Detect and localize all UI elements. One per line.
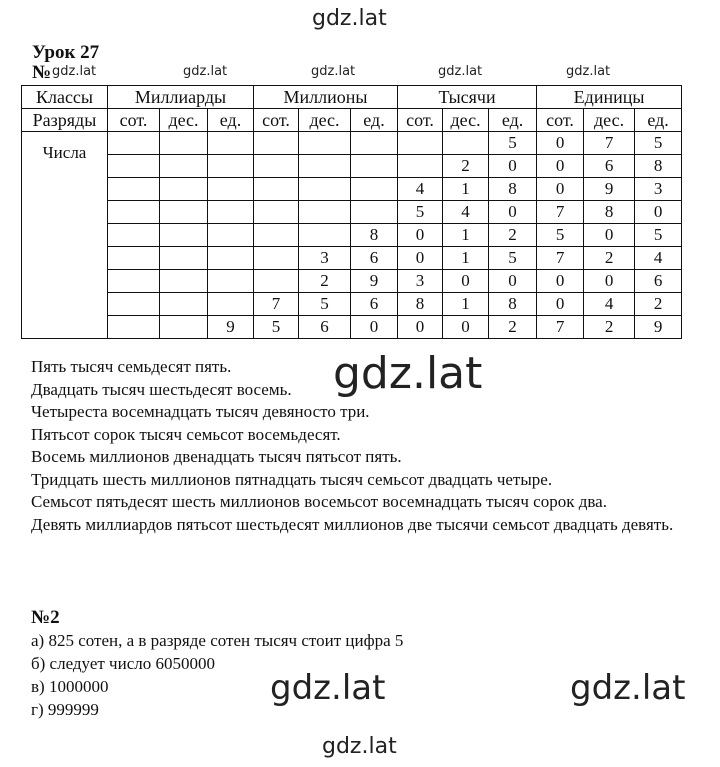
digit-cell: 8 (489, 178, 537, 201)
digit-cell: 5 (537, 224, 584, 247)
rank-cell: ед. (635, 109, 682, 132)
classes-row (22, 86, 682, 109)
task2-answer: а) 825 сотен, а в разряде сотен тысяч стоит цифра 5 (31, 631, 404, 650)
digit-cell: 4 (443, 201, 489, 224)
digit-cell (208, 293, 254, 316)
digit-cell: 6 (635, 270, 682, 293)
digit-cell: 8 (584, 201, 635, 224)
digit-cell: 4 (635, 247, 682, 270)
lesson-title: Урок 27 (32, 42, 100, 63)
class-units: Единицы (537, 86, 682, 109)
number-row (22, 270, 682, 293)
digit-cell: 0 (584, 224, 635, 247)
digit-cell: 5 (635, 224, 682, 247)
digit-cell (160, 316, 208, 339)
digit-cell: 0 (398, 224, 443, 247)
digit-cell: 9 (351, 270, 398, 293)
class-millions: Миллионы (254, 86, 398, 109)
digit-cell: 7 (537, 316, 584, 339)
rank-cell: сот. (254, 109, 299, 132)
digit-cell (108, 270, 160, 293)
digit-cell: 5 (489, 247, 537, 270)
digit-cell (208, 201, 254, 224)
digit-cell (208, 155, 254, 178)
digit-cell: 1 (443, 247, 489, 270)
digit-cell (160, 201, 208, 224)
number-row (22, 155, 682, 178)
digit-cell (299, 132, 351, 155)
number-row (22, 247, 682, 270)
number-words-line: Пятьсот сорок тысяч семьсот восемьдесят. (31, 424, 341, 444)
rank-cell: ед. (351, 109, 398, 132)
digit-cell: 4 (584, 293, 635, 316)
digit-cell: 0 (537, 178, 584, 201)
digit-cell (254, 178, 299, 201)
digits-label: Разряды (22, 109, 108, 132)
class-billions: Миллиарды (108, 86, 254, 109)
digit-cell: 6 (351, 293, 398, 316)
digit-rows (22, 132, 682, 339)
digit-cell (108, 224, 160, 247)
digit-cell: 7 (537, 247, 584, 270)
digit-cell (299, 201, 351, 224)
digit-cell: 2 (489, 224, 537, 247)
digit-cell: 0 (635, 201, 682, 224)
number-words-list (31, 356, 686, 536)
digit-cell: 2 (489, 316, 537, 339)
digit-cell: 7 (254, 293, 299, 316)
classes-label: Классы (22, 86, 108, 109)
digit-cell: 4 (398, 178, 443, 201)
digit-cell: 1 (443, 178, 489, 201)
digit-cell: 8 (351, 224, 398, 247)
digit-cell (208, 224, 254, 247)
number-words-line: Двадцать тысяч шестьдесят восемь. (31, 379, 292, 399)
rank-cell: дес. (584, 109, 635, 132)
number-row (22, 178, 682, 201)
rank-cell: ед. (489, 109, 537, 132)
number-row (22, 316, 682, 339)
digit-cell (160, 178, 208, 201)
digit-cell: 2 (584, 247, 635, 270)
digit-cell (299, 178, 351, 201)
digit-cell: 9 (208, 316, 254, 339)
task2-answer: в) 1000000 (31, 677, 109, 696)
digit-cell (254, 132, 299, 155)
number-row (22, 132, 682, 155)
digit-cell (208, 132, 254, 155)
class-thousands: Тысячи (398, 86, 537, 109)
watermark-top: gdz.lat (312, 6, 387, 31)
digit-cell (108, 201, 160, 224)
rank-cell: сот. (398, 109, 443, 132)
digit-cell (108, 155, 160, 178)
digit-cell: 1 (443, 224, 489, 247)
digit-cell: 0 (398, 316, 443, 339)
rank-cell: сот. (537, 109, 584, 132)
digit-cell: 0 (584, 270, 635, 293)
digit-cell (351, 155, 398, 178)
digit-cell (254, 270, 299, 293)
rank-cell: дес. (160, 109, 208, 132)
digit-cell: 0 (398, 247, 443, 270)
digit-cell (351, 201, 398, 224)
digit-cell: 0 (537, 270, 584, 293)
digit-cell (398, 155, 443, 178)
digit-cell (351, 178, 398, 201)
watermark-header-3: gdz.lat (311, 64, 356, 79)
number-row (22, 201, 682, 224)
digit-cell (351, 132, 398, 155)
number-words-line: Восемь миллионов двенадцать тысяч пятьсот пять. (31, 447, 402, 466)
digit-cell: 0 (443, 270, 489, 293)
digit-cell (398, 132, 443, 155)
rank-cell: ед. (208, 109, 254, 132)
place-value-table (21, 85, 682, 339)
digit-cell (108, 132, 160, 155)
digit-cell (254, 201, 299, 224)
task2-label: №2 (31, 607, 60, 628)
rank-cell: дес. (443, 109, 489, 132)
digit-cell: 2 (443, 155, 489, 178)
task2-answer: г) 999999 (31, 700, 99, 719)
digit-cell: 1 (443, 293, 489, 316)
watermark-header-1: gdz.lat (52, 64, 97, 79)
digit-cell: 0 (537, 155, 584, 178)
rank-cell: сот. (108, 109, 160, 132)
digit-cell (160, 293, 208, 316)
digit-cell: 8 (398, 293, 443, 316)
digit-cell (160, 155, 208, 178)
digit-cell: 9 (635, 316, 682, 339)
digit-cell: 5 (489, 132, 537, 155)
digit-cell (160, 270, 208, 293)
digit-cell: 0 (489, 270, 537, 293)
digit-cell: 7 (537, 201, 584, 224)
digit-cell (108, 178, 160, 201)
digit-cell (108, 247, 160, 270)
digit-cell: 8 (489, 293, 537, 316)
task1-label: № (32, 62, 52, 83)
digit-cell (254, 224, 299, 247)
digit-cell: 6 (299, 316, 351, 339)
rank-cell: дес. (299, 109, 351, 132)
watermark-center: gdz.lat (333, 348, 483, 399)
digit-cell: 2 (299, 270, 351, 293)
watermark-bottom: gdz.lat (322, 734, 397, 759)
digit-cell (299, 224, 351, 247)
digit-cell: 5 (299, 293, 351, 316)
digit-cell: 5 (254, 316, 299, 339)
digit-cell: 0 (537, 132, 584, 155)
digit-cell: 0 (443, 316, 489, 339)
digit-cell (208, 270, 254, 293)
number-words-line: Четыреста восемнадцать тысяч девяносто три. (31, 402, 370, 421)
digit-cell: 6 (584, 155, 635, 178)
digit-cell (208, 178, 254, 201)
digit-cell: 5 (398, 201, 443, 224)
number-words-line: Девять миллиардов пятьсот шестьдесят миллионов две тысячи семьсот двадцать девять. (31, 514, 674, 534)
digit-cell: 2 (635, 293, 682, 316)
digit-cell: 3 (398, 270, 443, 293)
digit-cell: 3 (299, 247, 351, 270)
digit-cell (254, 247, 299, 270)
digit-cell (254, 155, 299, 178)
number-row (22, 224, 682, 247)
digit-cell: 8 (635, 155, 682, 178)
digit-cell: 3 (635, 178, 682, 201)
digit-cell: 0 (489, 201, 537, 224)
number-words-line: Тридцать шесть миллионов пятнадцать тысяч семьсот двадцать четыре. (31, 469, 553, 489)
digit-cell: 0 (489, 155, 537, 178)
watermark-mid-right: gdz.lat (570, 668, 686, 708)
digit-cell (208, 247, 254, 270)
digit-cell: 5 (635, 132, 682, 155)
digit-cell (108, 293, 160, 316)
numbers-label: Числа (22, 132, 108, 339)
digit-cell (443, 132, 489, 155)
digit-cell: 9 (584, 178, 635, 201)
number-row (22, 293, 682, 316)
digit-cell (299, 155, 351, 178)
digit-cell: 6 (351, 247, 398, 270)
watermark-header-2: gdz.lat (183, 64, 228, 79)
number-words-line: Семьсот пятьдесят шесть миллионов восемьсот восемнадцать тысяч сорок два. (31, 492, 607, 511)
digit-cell (160, 224, 208, 247)
digit-cell (160, 247, 208, 270)
watermark-mid-left: gdz.lat (270, 668, 386, 708)
watermark-header-5: gdz.lat (566, 64, 611, 79)
task2-answer: б) следует число 6050000 (31, 654, 215, 673)
digit-cell: 7 (584, 132, 635, 155)
watermark-header-4: gdz.lat (438, 64, 483, 79)
digit-cell (160, 132, 208, 155)
ranks-row (22, 109, 682, 132)
number-words-line: Пять тысяч семьдесят пять. (31, 357, 232, 376)
digit-cell: 2 (584, 316, 635, 339)
digit-cell: 0 (537, 293, 584, 316)
digit-cell: 0 (351, 316, 398, 339)
digit-cell (108, 316, 160, 339)
